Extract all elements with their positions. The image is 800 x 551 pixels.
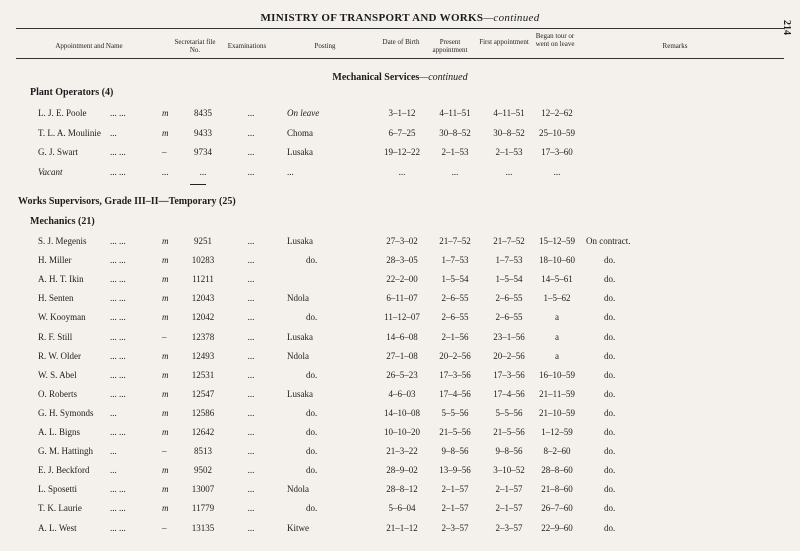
- table-row: [0, 308, 800, 326]
- employee-name: L. Sposetti: [38, 484, 78, 495]
- date-of-birth: 19–12–22: [384, 147, 420, 157]
- section-name: Mechanical Services: [332, 72, 420, 83]
- remarks-cell: do.: [604, 274, 616, 285]
- date-of-birth: 6–7–25: [388, 127, 416, 138]
- table-row: [0, 328, 800, 346]
- section-title: [0, 72, 800, 83]
- table-row: [0, 461, 800, 479]
- remarks-cell: do.: [604, 407, 616, 418]
- table-row: [0, 289, 800, 307]
- leader-dots: ...: [110, 465, 117, 476]
- first-appointment: 9–8–56: [495, 446, 523, 457]
- examinations-cell: ...: [247, 388, 255, 399]
- employee-name: H. Miller: [38, 255, 72, 266]
- tour-date: 16–10–59: [539, 369, 575, 380]
- page-title: [0, 12, 800, 24]
- col-header-present: Present appointment: [432, 38, 468, 54]
- remarks-cell: do.: [604, 465, 616, 476]
- remarks-cell: do.: [604, 484, 616, 495]
- examinations-cell: ...: [247, 255, 255, 266]
- posting-cell: On leave: [287, 108, 320, 118]
- header-bottom-rule: [16, 58, 784, 59]
- examinations-cell: ...: [247, 147, 255, 157]
- present-appointment: 20–2–56: [439, 350, 471, 361]
- leader-dots: ... ...: [110, 147, 126, 157]
- tour-date: 26–7–60: [541, 503, 573, 514]
- status-mark: m: [162, 427, 169, 437]
- status-mark: ...: [162, 166, 169, 177]
- table-row: [0, 232, 800, 250]
- tour-date: 28–8–60: [541, 465, 573, 476]
- tour-date: a: [555, 312, 559, 323]
- examinations-cell: ...: [247, 312, 255, 323]
- first-appointment: 3–10–52: [493, 465, 525, 476]
- posting-cell: do.: [306, 465, 318, 476]
- leader-dots: ... ...: [110, 274, 126, 285]
- posting-cell: Ndola: [287, 293, 309, 304]
- present-appointment: ...: [451, 166, 459, 177]
- col-header-remarks: Remarks: [662, 42, 688, 50]
- header-top-rule: [16, 28, 784, 29]
- tour-date: 21–11–59: [539, 388, 575, 399]
- status-mark: –: [162, 522, 167, 533]
- file-number: 11211: [192, 274, 214, 285]
- table-row: [0, 124, 800, 142]
- examinations-cell: ...: [247, 484, 255, 495]
- leader-dots: ... ...: [110, 369, 126, 380]
- status-mark: m: [162, 465, 169, 476]
- examinations-cell: ...: [247, 369, 255, 380]
- examinations-cell: ...: [247, 407, 255, 418]
- present-appointment: 1–7–53: [441, 255, 469, 266]
- posting-cell: Lusaka: [287, 147, 313, 157]
- leader-dots: ... ...: [110, 293, 126, 304]
- tour-date: 25–10–59: [539, 127, 575, 138]
- posting-cell: Choma: [287, 127, 313, 138]
- present-appointment: 2–1–53: [441, 147, 469, 157]
- employee-name: O. Roberts: [38, 388, 77, 399]
- leader-dots: ...: [110, 407, 117, 418]
- status-mark: m: [162, 127, 169, 138]
- leader-dots: ... ...: [110, 312, 126, 323]
- posting-cell: Lusaka: [287, 331, 313, 342]
- first-appointment: 2–6–55: [495, 312, 523, 323]
- table-row: [0, 143, 800, 161]
- status-mark: m: [162, 369, 169, 380]
- date-of-birth: 21–3–22: [386, 446, 418, 457]
- employee-name: A. H. T. Ikin: [38, 274, 84, 285]
- first-appointment: 21–7–52: [493, 236, 525, 246]
- page-number: 214: [781, 20, 792, 35]
- remarks-cell: do.: [604, 446, 616, 457]
- examinations-cell: ...: [247, 108, 255, 118]
- first-appointment: ...: [505, 166, 513, 177]
- tour-date: 21–10–59: [539, 407, 575, 418]
- ministry-title: MINISTRY OF TRANSPORT AND WORKS: [260, 12, 484, 24]
- present-appointment: 30–8–52: [439, 127, 471, 138]
- short-divider: [190, 184, 206, 185]
- remarks-cell: do.: [604, 312, 616, 323]
- employee-name: G. J. Swart: [38, 147, 78, 157]
- examinations-cell: ...: [247, 166, 255, 177]
- employee-name: Vacant: [38, 166, 63, 177]
- first-appointment: 2–1–57: [495, 503, 523, 514]
- file-number: 13135: [191, 522, 215, 533]
- remarks-cell: do.: [604, 369, 616, 380]
- employee-name: L. J. E. Poole: [38, 108, 87, 118]
- posting-cell: Lusaka: [287, 236, 313, 246]
- table-row: [0, 423, 800, 441]
- status-mark: m: [162, 293, 169, 304]
- examinations-cell: ...: [247, 331, 255, 342]
- tour-date: 1–5–62: [543, 293, 571, 304]
- leader-dots: ... ...: [110, 166, 126, 177]
- table-row: [0, 163, 800, 181]
- first-appointment: 23–1–56: [493, 331, 525, 342]
- first-appointment: 2–6–55: [495, 293, 523, 304]
- first-appointment: 17–3–56: [493, 369, 525, 380]
- leader-dots: ... ...: [110, 503, 126, 514]
- col-header-first: First appointment: [479, 38, 529, 46]
- leader-dots: ... ...: [110, 388, 126, 399]
- present-appointment: 2–1–56: [441, 331, 469, 342]
- file-number: 12042: [191, 312, 215, 323]
- date-of-birth: 27–3–02: [386, 236, 418, 246]
- remarks-cell: On contract.: [586, 236, 631, 246]
- examinations-cell: ...: [247, 293, 255, 304]
- col-header-exams: Examinations: [227, 42, 267, 50]
- posting-cell: do.: [306, 407, 318, 418]
- file-number: 9251: [194, 236, 212, 246]
- file-number: 13007: [191, 484, 215, 495]
- status-mark: m: [162, 350, 169, 361]
- employee-name: W. S. Abel: [38, 369, 77, 380]
- first-appointment: 4–11–51: [493, 108, 525, 118]
- status-mark: m: [162, 274, 169, 285]
- file-number: 12642: [191, 427, 215, 437]
- tour-date: 15–12–59: [539, 236, 575, 246]
- date-of-birth: 26–5–23: [386, 369, 418, 380]
- table-row: [0, 499, 800, 517]
- status-mark: m: [162, 255, 169, 266]
- first-appointment: 5–5–56: [495, 407, 523, 418]
- posting-cell: do.: [306, 503, 318, 514]
- posting-cell: Lusaka: [287, 388, 313, 399]
- first-appointment: 21–5–56: [493, 427, 525, 437]
- status-mark: m: [162, 236, 169, 246]
- file-number: 9502: [194, 465, 212, 476]
- col-header-dob: Date of Birth: [382, 38, 420, 46]
- date-of-birth: 4–6–03: [388, 388, 416, 399]
- title-continued: —continued: [483, 12, 540, 24]
- date-of-birth: 28–9–02: [386, 465, 418, 476]
- status-mark: m: [162, 312, 169, 323]
- remarks-cell: do.: [604, 388, 616, 399]
- date-of-birth: 11–12–07: [384, 312, 420, 323]
- leader-dots: ... ...: [110, 255, 126, 266]
- employee-name: A. L. Bigns: [38, 427, 81, 437]
- leader-dots: ... ...: [110, 522, 126, 533]
- date-of-birth: ...: [398, 166, 406, 177]
- col-header-name: Appointment and Name: [55, 42, 123, 50]
- present-appointment: 17–3–56: [439, 369, 471, 380]
- posting-cell: ...: [287, 166, 294, 177]
- tour-date: a: [555, 331, 559, 342]
- employee-name: G. M. Hattingh: [38, 446, 93, 457]
- examinations-cell: ...: [247, 465, 255, 476]
- first-appointment: 17–4–56: [493, 388, 525, 399]
- posting-cell: do.: [306, 312, 318, 323]
- present-appointment: 2–6–55: [441, 312, 469, 323]
- col-header-file: Secretariat file No.: [174, 38, 216, 54]
- first-appointment: 20–2–56: [493, 350, 525, 361]
- tour-date: ...: [553, 166, 561, 177]
- examinations-cell: ...: [247, 236, 255, 246]
- employee-name: H. Senten: [38, 293, 74, 304]
- file-number: 9734: [194, 147, 212, 157]
- file-number: 12547: [191, 388, 215, 399]
- section-continued: —continued: [419, 72, 468, 83]
- employee-name: R. F. Still: [38, 331, 73, 342]
- first-appointment: 1–5–54: [495, 274, 523, 285]
- status-mark: –: [162, 147, 167, 157]
- present-appointment: 21–7–52: [439, 236, 471, 246]
- examinations-cell: ...: [247, 350, 255, 361]
- table-row: [0, 270, 800, 288]
- employee-name: T. L. A. Moulinie: [38, 127, 101, 138]
- remarks-cell: do.: [604, 522, 616, 533]
- examinations-cell: ...: [247, 503, 255, 514]
- employee-name: R. W. Older: [38, 350, 82, 361]
- table-row: [0, 480, 800, 498]
- date-of-birth: 21–1–12: [386, 522, 418, 533]
- status-mark: m: [162, 388, 169, 399]
- file-number: 12586: [191, 407, 215, 418]
- first-appointment: 2–1–57: [495, 484, 523, 495]
- examinations-cell: ...: [247, 274, 255, 285]
- remarks-cell: do.: [604, 427, 616, 437]
- tour-date: 1–12–59: [541, 427, 573, 437]
- group-title-mechanics: Mechanics (21): [30, 216, 95, 227]
- col-header-tour: Began tour or went on leave: [535, 32, 575, 48]
- file-number: 8513: [194, 446, 212, 457]
- status-mark: m: [162, 503, 169, 514]
- file-number: 11779: [191, 503, 215, 514]
- file-number: 12378: [191, 331, 215, 342]
- present-appointment: 2–1–57: [441, 503, 469, 514]
- file-number: 8435: [194, 108, 212, 118]
- remarks-cell: do.: [604, 350, 616, 361]
- file-number: 10283: [191, 255, 215, 266]
- present-appointment: 2–1–57: [441, 484, 469, 495]
- file-number: 12043: [191, 293, 215, 304]
- tour-date: 18–10–60: [539, 255, 575, 266]
- date-of-birth: 5–6–04: [388, 503, 416, 514]
- col-header-posting: Posting: [314, 42, 336, 50]
- file-number: 12493: [191, 350, 215, 361]
- leader-dots: ... ...: [110, 331, 126, 342]
- date-of-birth: 22–2–00: [386, 274, 418, 285]
- present-appointment: 13–9–56: [439, 465, 471, 476]
- table-row: [0, 442, 800, 460]
- employee-name: A. L. West: [38, 522, 77, 533]
- posting-cell: do.: [306, 255, 318, 266]
- table-row: [0, 347, 800, 365]
- leader-dots: ... ...: [110, 350, 126, 361]
- remarks-cell: do.: [604, 503, 616, 514]
- date-of-birth: 28–3–05: [386, 255, 418, 266]
- remarks-cell: do.: [604, 255, 616, 266]
- status-mark: m: [162, 108, 169, 118]
- date-of-birth: 27–1–08: [386, 350, 418, 361]
- leader-dots: ... ...: [110, 236, 126, 246]
- date-of-birth: 14–10–08: [384, 407, 420, 418]
- posting-cell: Ndola: [287, 350, 309, 361]
- examinations-cell: ...: [247, 522, 255, 533]
- present-appointment: 21–5–56: [439, 427, 471, 437]
- group-title-plant-operators: Plant Operators (4): [30, 87, 114, 98]
- posting-cell: do.: [306, 446, 318, 457]
- present-appointment: 4–11–51: [439, 108, 471, 118]
- employee-name: T. K. Laurie: [38, 503, 82, 514]
- date-of-birth: 14–6–08: [386, 331, 418, 342]
- leader-dots: ... ...: [110, 427, 126, 437]
- group-title-works-supervisors: Works Supervisors, Grade III–II—Temporary (25): [18, 196, 236, 207]
- first-appointment: 2–1–53: [495, 147, 523, 157]
- date-of-birth: 10–10–20: [384, 427, 420, 437]
- posting-cell: Kitwe: [287, 522, 309, 533]
- employee-name: G. H. Symonds: [38, 407, 94, 418]
- present-appointment: 1–5–54: [441, 274, 469, 285]
- tour-date: a: [555, 350, 559, 361]
- leader-dots: ... ...: [110, 108, 126, 118]
- date-of-birth: 6–11–07: [386, 293, 418, 304]
- employee-name: S. J. Megenis: [38, 236, 87, 246]
- table-row: [0, 366, 800, 384]
- examinations-cell: ...: [247, 427, 255, 437]
- status-mark: m: [162, 484, 169, 495]
- date-of-birth: 3–1–12: [388, 108, 416, 118]
- remarks-cell: do.: [604, 331, 616, 342]
- tour-date: 21–8–60: [541, 484, 573, 495]
- posting-cell: do.: [306, 369, 318, 380]
- status-mark: m: [162, 407, 169, 418]
- first-appointment: 2–3–57: [495, 522, 523, 533]
- present-appointment: 5–5–56: [441, 407, 469, 418]
- present-appointment: 2–3–57: [441, 522, 469, 533]
- leader-dots: ...: [110, 127, 117, 138]
- date-of-birth: 28–8–12: [386, 484, 418, 495]
- file-number: ...: [199, 166, 207, 177]
- first-appointment: 30–8–52: [493, 127, 525, 138]
- present-appointment: 17–4–56: [439, 388, 471, 399]
- tour-date: 17–3–60: [541, 147, 573, 157]
- tour-date: 14–5–61: [541, 274, 573, 285]
- present-appointment: 9–8–56: [441, 446, 469, 457]
- posting-cell: Ndola: [287, 484, 309, 495]
- file-number: 9433: [194, 127, 212, 138]
- examinations-cell: ...: [247, 446, 255, 457]
- status-mark: –: [162, 446, 167, 457]
- leader-dots: ... ...: [110, 484, 126, 495]
- leader-dots: ...: [110, 446, 117, 457]
- table-row: [0, 251, 800, 269]
- employee-name: E. J. Beckford: [38, 465, 90, 476]
- first-appointment: 1–7–53: [495, 255, 523, 266]
- remarks-cell: do.: [604, 293, 616, 304]
- present-appointment: 2–6–55: [441, 293, 469, 304]
- employee-name: W. Kooyman: [38, 312, 86, 323]
- table-row: [0, 104, 800, 122]
- table-row: [0, 385, 800, 403]
- table-row: [0, 519, 800, 537]
- tour-date: 22–9–60: [541, 522, 573, 533]
- examinations-cell: ...: [247, 127, 255, 138]
- status-mark: –: [162, 331, 167, 342]
- file-number: 12531: [191, 369, 215, 380]
- tour-date: 8–2–60: [543, 446, 571, 457]
- tour-date: 12–2–62: [541, 108, 573, 118]
- table-row: [0, 404, 800, 422]
- posting-cell: do.: [306, 427, 318, 437]
